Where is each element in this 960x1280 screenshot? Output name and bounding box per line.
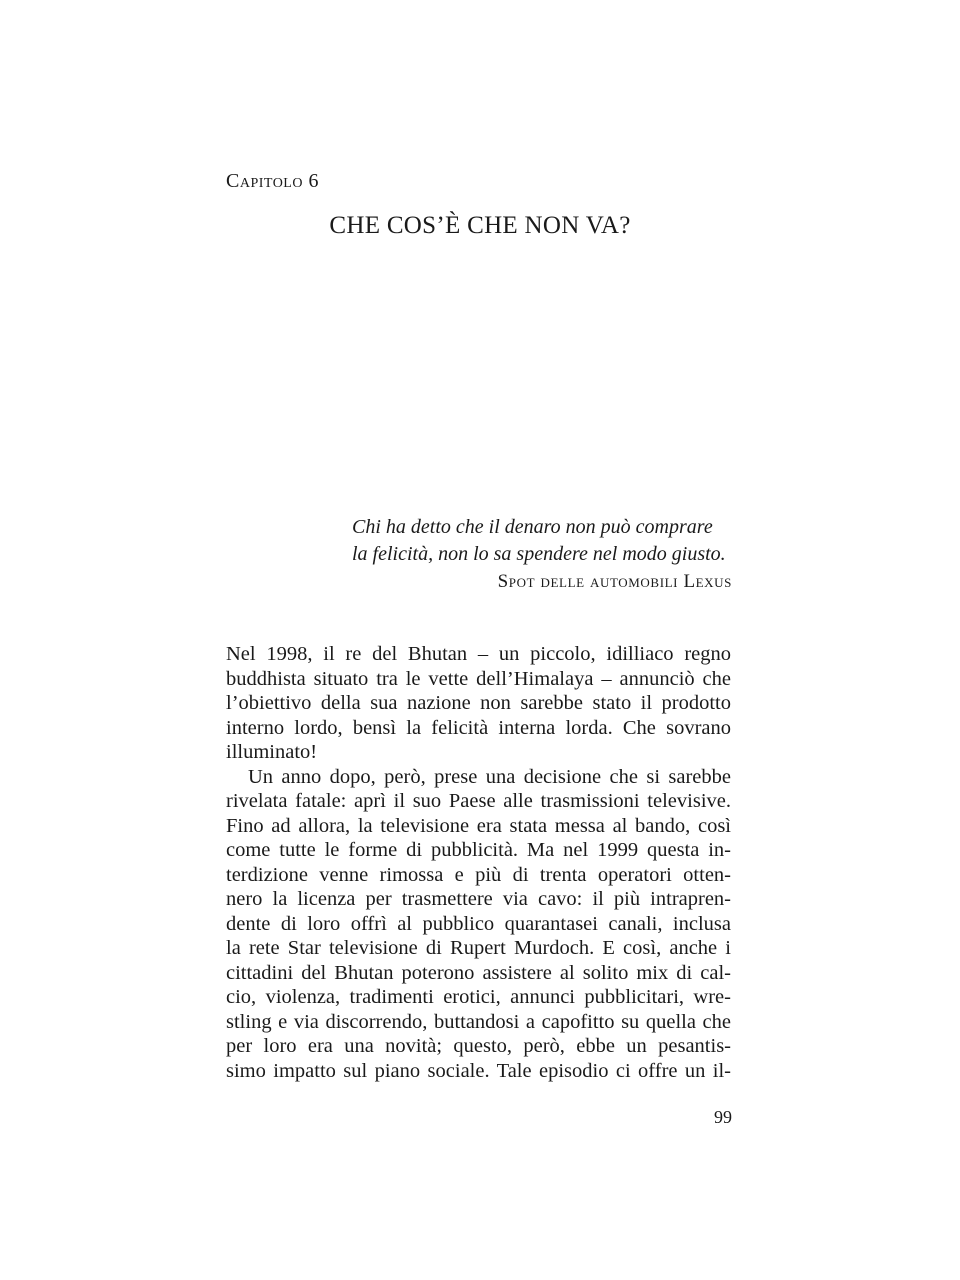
epigraph <box>352 514 732 595</box>
text-line: la rete Star televisione di Rupert Murdoch. E così, anche i <box>226 937 731 959</box>
text-line: cio, violenza, tradimenti erotici, annunci pubblicitari, wre- <box>226 986 731 1008</box>
body-text <box>226 642 731 1083</box>
text-line: dente di loro offrì al pubblico quarantasei canali, inclusa <box>226 912 731 935</box>
text-line: stling e via discorrendo, buttandosi a capofitto su quella che <box>226 1010 731 1033</box>
text-line: buddhista situato tra le vette dell’Himalaya – annunciò che <box>226 667 731 690</box>
text-line: simo impatto sul piano sociale. Tale episodio ci offre un il- <box>226 1059 731 1082</box>
text-line: Nel 1998, il re del Bhutan – un piccolo, idilliaco regno <box>226 643 731 665</box>
page-number: 99 <box>714 1107 732 1127</box>
epigraph-line-1: Chi ha detto che il denaro non può comprare <box>352 516 713 538</box>
text-line: nero la licenza per trasmettere via cavo: il più intrapren- <box>226 888 731 910</box>
paragraph-2 <box>226 765 731 1084</box>
text-line: terdizione venne rimossa e più di trenta operatori otten- <box>226 863 731 886</box>
paragraph-1 <box>226 642 731 765</box>
text-line: l’obiettivo della sua nazione non sarebbe stato il prodotto <box>226 692 731 714</box>
text-line: rivelata fatale: aprì il suo Paese alle trasmissioni televisive. <box>226 790 731 812</box>
text-line: interno lordo, bensì la felicità interna lorda. Che sovrano <box>226 716 731 739</box>
text-line: come tutte le forme di pubblicità. Ma nel 1999 questa in- <box>226 839 731 861</box>
chapter-title: CHE COS’È CHE NON VA? <box>329 212 631 239</box>
text-line: Un anno dopo, però, prese una decisione che si sarebbe <box>248 765 731 788</box>
text-line: Fino ad allora, la televisione era stata messa al bando, così <box>226 814 731 837</box>
epigraph-line-2: la felicità, non lo sa spendere nel modo giusto. <box>352 543 726 565</box>
text-line: illuminato! <box>226 741 318 763</box>
epigraph-attribution: Spot delle automobili Lexus <box>497 571 732 592</box>
text-line: cittadini del Bhutan poterono assistere al solito mix di cal- <box>226 961 731 984</box>
text-line: per loro era una novità; questo, però, ebbe un pesantis- <box>226 1035 731 1057</box>
chapter-label: Capitolo 6 <box>226 170 319 192</box>
